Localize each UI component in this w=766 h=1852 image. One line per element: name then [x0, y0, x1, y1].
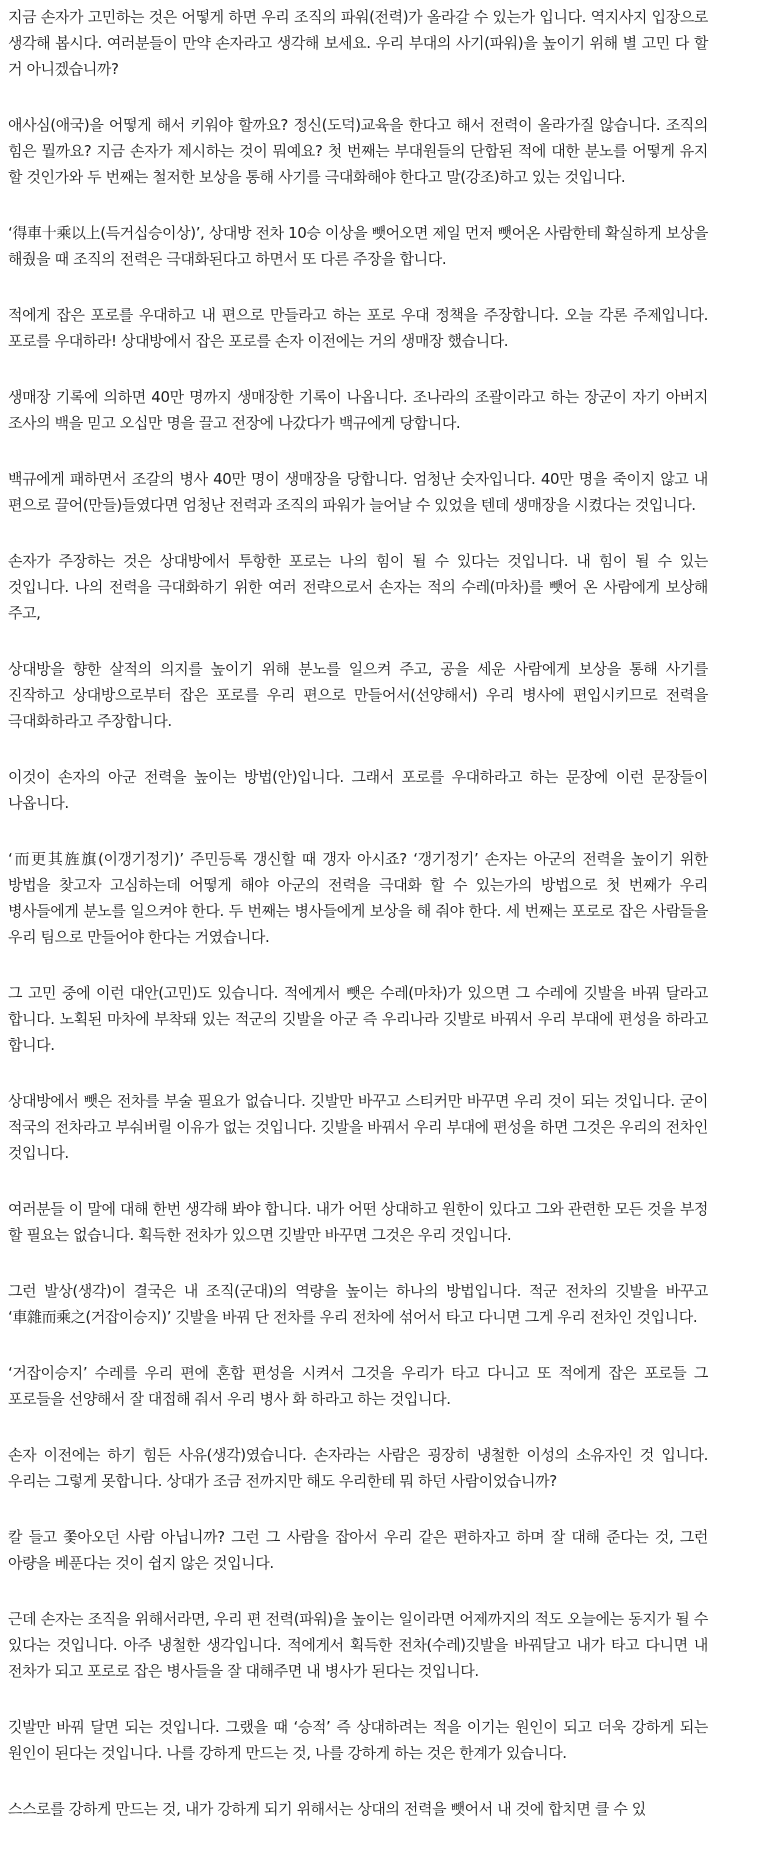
paragraph: 그 고민 중에 이런 대안(고민)도 있습니다. 적에게서 뺏은 수레(마차)가 있으면 그 수레에 깃발을 바꿔 달라고 합니다. 노획된 마차에 부착돼 있는 적군의 깃발을 아군 즉 우리나라 깃발로 바꿔서 우리 부대에 편성을 하라고 합니다. — [8, 984, 708, 1054]
paragraph: ‘而更其旌旗(이갱기정기)’ 주민등록 갱신할 때 갱자 아시죠? ‘갱기정기’ 손자는 아군의 전력을 높이기 위한 방법을 찾고자 고심하는데 어떻게 해야 아군의 전력을 극대화 할 수 있는가의 방법으로 첫 번째가 우리 병사들에게 분노를 일으켜야 한다. 두 번째는 병사들에게 보상을 해 줘야 한다. 세 번째는 포로로 잡은 사람들을 우리 팀으로 만들어야 한다는 거였습니다. — [8, 850, 708, 946]
paragraph: 근데 손자는 조직을 위해서라면, 우리 편 전력(파워)을 높이는 일이라면 어제까지의 적도 오늘에는 동지가 될 수 있다는 것입니다. 아주 냉철한 생각입니다. 적에게서 획득한 전차(수레)깃발을 바꿔달고 내가 타고 다니면 내 전차가 되고 포로로 잡은 병사들을 잘 대해주면 내 병사가 된다는 것입니다. — [8, 1610, 708, 1680]
paragraph: 상대방에서 뺏은 전차를 부술 필요가 없습니다. 깃발만 바꾸고 스티커만 바꾸면 우리 것이 되는 것입니다. 굳이 적국의 전차라고 부숴버릴 이유가 없는 것입니다. 깃발을 바꿔서 우리 부대에 편성을 하면 그것은 우리의 전차인 것입니다. — [8, 1092, 708, 1162]
paragraph: ‘거잡이승지’ 수레를 우리 편에 혼합 편성을 시켜서 그것을 우리가 타고 다니고 또 적에게 잡은 포로들 그 포로들을 선양해서 잘 대접해 줘서 우리 병사 화 하라고 하는 것입니다. — [8, 1364, 708, 1408]
paragraph: 애사심(애국)을 어떻게 해서 키워야 할까요? 정신(도덕)교육을 한다고 해서 전력이 올라가질 않습니다. 조직의 힘은 뭘까요? 지금 손자가 제시하는 것이 뭐예요? 첫 번째는 부대원들의 단합된 적에 대한 분노를 어떻게 유지 할 것인가와 두 번째는 철저한 보상을 통해 사기를 극대화해야 한다고 말(강조)하고 있는 것입니다. — [8, 116, 708, 186]
paragraph: 깃발만 바꿔 달면 되는 것입니다. 그랬을 때 ‘승적’ 즉 상대하려는 적을 이기는 원인이 되고 더욱 강하게 되는 원인이 된다는 것입니다. 나를 강하게 만드는 것, 나를 강하게 하는 것은 한계가 있습니다. — [8, 1718, 708, 1762]
paragraph: 손자가 주장하는 것은 상대방에서 투항한 포로는 나의 힘이 될 수 있다는 것입니다. 내 힘이 될 수 있는 것입니다. 나의 전력을 극대화하기 위한 여러 전략으로서 손자는 적의 수레(마차)를 뺏어 온 사람에게 보상해 주고, — [8, 552, 708, 622]
paragraph: 상대방을 향한 살적의 의지를 높이기 위해 분노를 일으켜 주고, 공을 세운 사람에게 보상을 통해 사기를 진작하고 상대방으로부터 잡은 포로를 우리 편으로 만들어서(선양해서) 우리 병사에 편입시키므로 전력을 극대화하라고 주장합니다. — [8, 660, 708, 730]
paragraph: 이것이 손자의 아군 전력을 높이는 방법(안)입니다. 그래서 포로를 우대하라고 하는 문장에 이런 문장들이 나옵니다. — [8, 768, 708, 812]
paragraph: 백규에게 패하면서 조갈의 병사 40만 명이 생매장을 당합니다. 엄청난 숫자입니다. 40만 명을 죽이지 않고 내 편으로 끌어(만들)들였다면 엄청난 전력과 조직의 파워가 늘어날 수 있었을 텐데 생매장을 시켰다는 것입니다. — [8, 470, 708, 514]
paragraph: 그런 발상(생각)이 결국은 내 조직(군대)의 역량을 높이는 하나의 방법입니다. 적군 전차의 깃발을 바꾸고 ‘車雜而乘之(거잡이승지)’ 깃발을 바꿔 단 전차를 우리 전차에 섞어서 타고 다니면 그게 우리 전차인 것입니다. — [8, 1282, 708, 1326]
paragraph: 생매장 기록에 의하면 40만 명까지 생매장한 기록이 나옵니다. 조나라의 조괄이라고 하는 장군이 자기 아버지 조사의 백을 믿고 오십만 명을 끌고 전장에 나갔다가 백규에게 당합니다. — [8, 388, 708, 432]
paragraph: 지금 손자가 고민하는 것은 어떻게 하면 우리 조직의 파워(전력)가 올라갈 수 있는가 입니다. 역지사지 입장으로 생각해 봅시다. 여러분들이 만약 손자라고 생각해 보세요. 우리 부대의 사기(파워)을 높이기 위해 별 고민 다 할 거 아니겠습니까? — [8, 8, 708, 78]
paragraph: 칼 들고 쫓아오던 사람 아닙니까? 그런 그 사람을 잡아서 우리 같은 편하자고 하며 잘 대해 준다는 것, 그런 아량을 베푼다는 것이 쉽지 않은 것입니다. — [8, 1528, 708, 1572]
paragraph: 손자 이전에는 하기 힘든 사유(생각)였습니다. 손자라는 사람은 굉장히 냉철한 이성의 소유자인 것 입니다. 우리는 그렇게 못합니다. 상대가 조금 전까지만 해도 우리한테 뭐 하던 사람이었습니까? — [8, 1446, 708, 1490]
paragraph: 적에게 잡은 포로를 우대하고 내 편으로 만들라고 하는 포로 우대 정책을 주장합니다. 오늘 각론 주제입니다. 포로를 우대하라! 상대방에서 잡은 포로를 손자 이전에는 거의 생매장 했습니다. — [8, 306, 708, 350]
paragraph: 여러분들 이 말에 대해 한번 생각해 봐야 합니다. 내가 어떤 상대하고 원한이 있다고 그와 관련한 모든 것을 부정 할 필요는 없습니다. 획득한 전차가 있으면 깃발만 바꾸면 그것은 우리 것입니다. — [8, 1200, 708, 1244]
paragraph: ‘得車十乘以上(득거십승이상)’, 상대방 전차 10승 이상을 뺏어오면 제일 먼저 뺏어온 사람한테 확실하게 보상을 해줬을 때 조직의 전력은 극대화된다고 하면서 또 다른 주장을 합니다. — [8, 224, 708, 268]
article-body — [8, 4, 708, 1852]
paragraph: 스스로를 강하게 만드는 것, 내가 강하게 되기 위해서는 상대의 전력을 뺏어서 내 것에 합치면 클 수 있 — [8, 1800, 646, 1818]
